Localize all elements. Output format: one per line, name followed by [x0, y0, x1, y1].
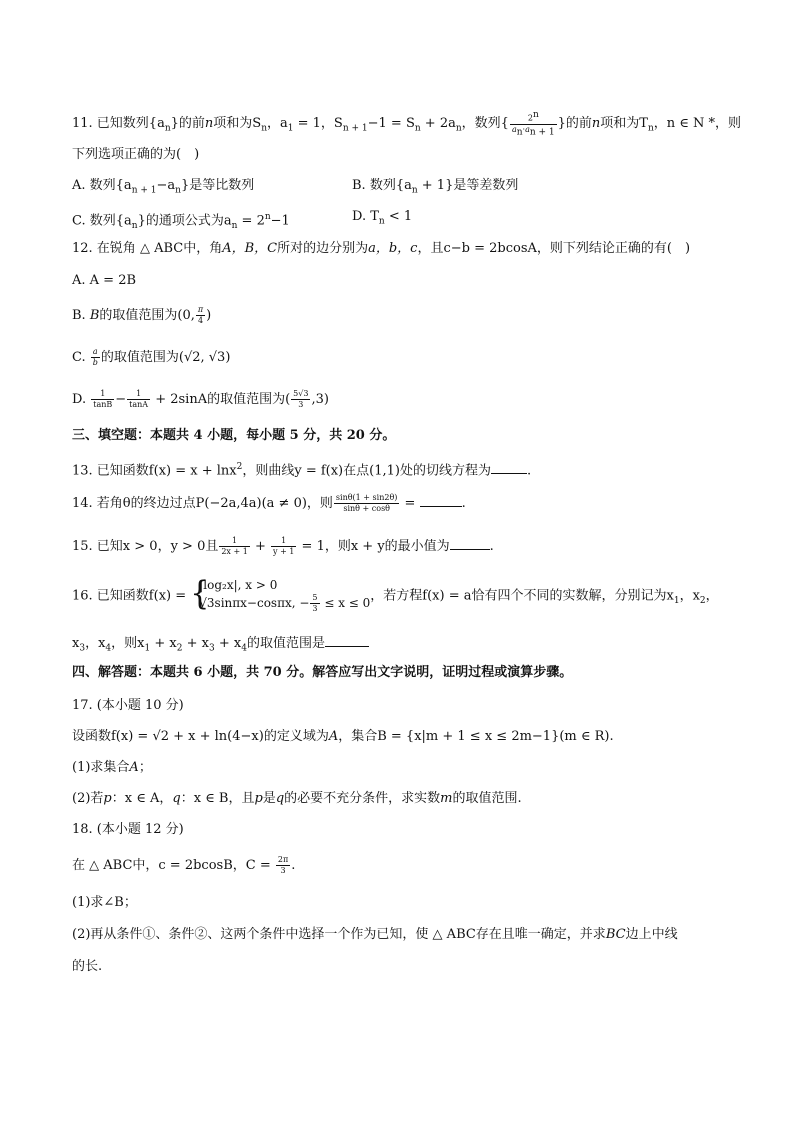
- q12-option-a: A. A = 2B: [72, 273, 137, 288]
- q13-answer-blank[interactable]: [491, 461, 527, 474]
- q11-fraction: $\frac{2^n}{a_n\cdot a_{n + 1}}$: [511, 110, 555, 138]
- q12-option-d: D. $\frac{1}{\tan B}$ − $\frac{1}{\tan A}$ + 2sinA的取值范围为( $\frac{5√3}{3}$ ,3): [72, 389, 329, 409]
- q11-option-c: C. 数列$\{a_n\}$的通项公式为$a_n = 2^n-1$: [72, 212, 290, 231]
- q11-stem: 11. 已知数列$\{a_n\}$的前n项和为$S_n$，$a_1 = 1$，$S_{n + 1}-1 = S_n + 2a_n$，数列{ $\frac{2^n}{a_n\cdot a_{n + 1}}$ }的前n项和为$T_n$，n ∈ N *，则: [72, 110, 742, 138]
- q14: 14. 若角θ的终边过点P(−2a,4a)(a ≠ 0)，则 $\frac{\sin\theta(1 + \sin 2\theta)}{\sin\theta + \cos\theta}$ = .: [72, 493, 466, 513]
- q18-part2-line2: 的长.: [72, 959, 103, 974]
- q14-answer-blank[interactable]: [420, 494, 462, 507]
- q17-part2: (2)若p：x ∈ A，q：x ∈ B，且p是q的必要不充分条件，求实数m的取值范围.: [72, 791, 522, 806]
- q12-stem: 12. 在锐角 △ ABC中，角A，B，C所对的边分别为a，b，c，且c−b = 2bcosA，则下列结论正确的有( ): [72, 241, 691, 256]
- q11-stem-line2: 下列选项正确的为( ): [72, 147, 200, 162]
- q17-line1: 设函数f(x) = √2 + x + ln(4−x)的定义域为A，集合B = {x|m + 1 ≤ x ≤ 2m−1}(m ∈ R).: [72, 729, 614, 744]
- q12-option-c: C. $\frac{a}{b}$ 的取值范围为(√2, √3): [72, 347, 231, 367]
- q18-part1: (1)求∠B；: [72, 895, 137, 910]
- q18-line1: 在 △ ABC中，c = 2bcosB，C = $\frac{2\pi}{3}$ .: [72, 855, 296, 875]
- q16-answer-blank[interactable]: [325, 634, 369, 647]
- q11-option-b: B. 数列$\{a_n + 1\}$是等差数列: [352, 178, 519, 196]
- q18-part2: (2)再从条件①、条件②、这两个条件中选择一个作为已知，使 △ ABC存在且唯一确定，并求BC边上中线: [72, 927, 678, 942]
- q17-part1: (1)求集合A；: [72, 760, 152, 775]
- q16-piecewise: { |log₂x|, x > 0 √3sinπx−cosπx, − $\frac{5}{3}$ ≤ x ≤ 0: [190, 574, 371, 613]
- q18-title: 18. (本小题 12 分): [72, 822, 184, 837]
- q15-answer-blank[interactable]: [450, 537, 490, 550]
- section-3-heading: 三、填空题：本题共 4 小题，每小题 5 分，共 20 分。: [72, 428, 396, 443]
- q13: 13. 已知函数f(x) = x + lnx$^2$，则曲线y = f(x)在点(1,1)处的切线方程为 .: [72, 462, 532, 479]
- q16-stem: 16. 已知函数f(x) = { |log₂x|, x > 0 √3sinπx−cosπx, − $\frac{5}{3}$ ≤ x ≤ 0 ，若方程f(x) = a恰有四个不同的实数解，分别记为$x_1$，$x_2$，: [72, 574, 719, 613]
- q11-option-d: D. $T_n < 1$: [352, 209, 413, 227]
- q16-line2: $x_3$，$x_4$，则$x_1 + x_2 + x_3 + x_4$的取值范围是: [72, 634, 369, 658]
- q11-option-a: A. 数列$\{a_{n + 1}-a_n\}$是等比数列: [72, 178, 255, 196]
- q15: 15. 已知x > 0，y > 0且 $\frac{1}{2x + 1}$ + $\frac{1}{y + 1}$ = 1，则x + y的最小值为 .: [72, 536, 494, 556]
- q12-option-b: B. B的取值范围为(0, $\frac{\pi}{4}$ ): [72, 305, 212, 325]
- section-4-heading: 四、解答题：本题共 6 小题，共 70 分。解答应写出文字说明，证明过程或演算步骤。: [72, 665, 573, 680]
- q17-title: 17. (本小题 10 分): [72, 698, 184, 713]
